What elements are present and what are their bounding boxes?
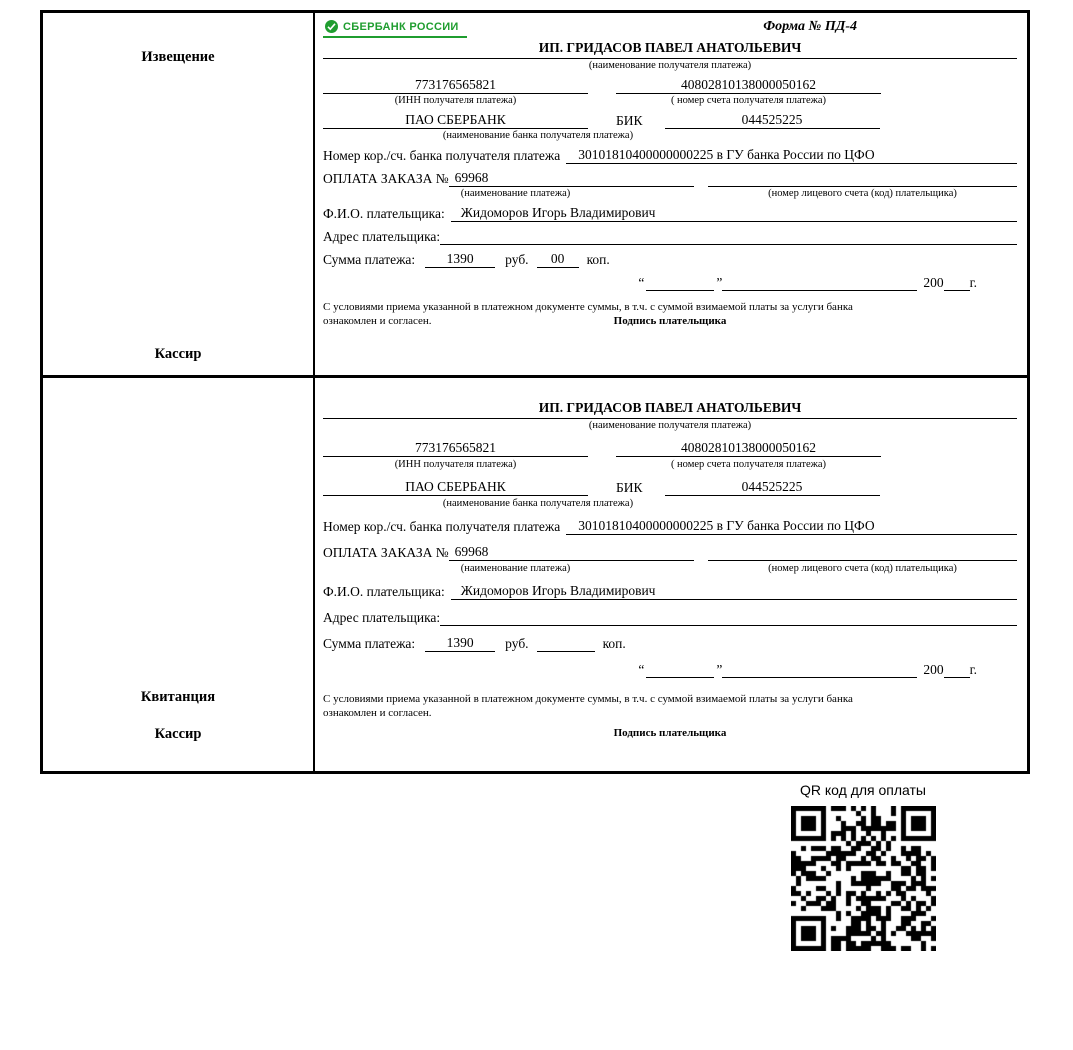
kop-label: коп. bbox=[586, 252, 610, 267]
sum-label: Сумма платежа: bbox=[323, 252, 416, 267]
sberbank-logo bbox=[323, 19, 467, 38]
year-blank bbox=[944, 274, 970, 291]
sum-row bbox=[323, 635, 1017, 652]
purpose-number: 69968 bbox=[449, 544, 694, 561]
quote-open: “ bbox=[638, 275, 645, 290]
year-prefix: 200 bbox=[923, 662, 944, 677]
payer-name-label: Ф.И.О. плательщика: bbox=[323, 584, 445, 599]
account-caption: ( номер счета получателя платежа) bbox=[670, 459, 827, 470]
corr-account: 30101810400000000225 в ГУ банка России по ЦФО bbox=[566, 518, 1017, 535]
bank-name: ПАО СБЕРБАНК bbox=[323, 479, 588, 496]
purpose-row bbox=[323, 170, 1017, 187]
sum-rub: 1390 bbox=[425, 635, 495, 652]
qr-label: QR код для оплаты bbox=[799, 782, 926, 798]
signature-label: Подпись плательщика bbox=[613, 726, 727, 739]
day-blank bbox=[646, 274, 714, 291]
purpose-captions bbox=[323, 188, 1017, 199]
payee-name: ИП. ГРИДАСОВ ПАВЕЛ АНАТОЛЬЕВИЧ bbox=[323, 40, 1017, 59]
sum-label: Сумма платежа: bbox=[323, 636, 416, 651]
purpose-label: ОПЛАТА ЗАКАЗА № bbox=[323, 171, 449, 186]
notice-section bbox=[43, 13, 1027, 375]
year-prefix: 200 bbox=[923, 275, 944, 290]
date-row bbox=[323, 274, 1017, 291]
receipt-left-column bbox=[43, 378, 315, 771]
corr-label: Номер кор./сч. банка получателя платежа bbox=[323, 148, 561, 163]
payer-name: Жидоморов Игорь Владимирович bbox=[451, 583, 1017, 600]
kop-label: коп. bbox=[602, 636, 626, 651]
personal-account-caption: (номер лицевого счета (код) плательщика) bbox=[768, 188, 957, 199]
notice-label: Извещение bbox=[141, 49, 215, 65]
personal-account-caption: (номер лицевого счета (код) плательщика) bbox=[768, 563, 957, 574]
payer-name: Жидоморов Игорь Владимирович bbox=[451, 205, 1017, 222]
bank-row bbox=[323, 112, 1017, 129]
sberbank-logo-icon bbox=[325, 20, 338, 33]
agreement-block bbox=[323, 692, 1017, 740]
bank-caption-row bbox=[323, 130, 1017, 141]
inn-account-row bbox=[323, 77, 1017, 94]
inn-caption: (ИНН получателя платежа) bbox=[394, 459, 517, 470]
account-caption: ( номер счета получателя платежа) bbox=[670, 95, 827, 106]
payee-caption: (наименование получателя платежа) bbox=[588, 420, 752, 431]
sberbank-logo-text: СБЕРБАНК РОССИИ bbox=[343, 20, 459, 33]
pd4-form bbox=[40, 10, 1030, 774]
purpose-number: 69968 bbox=[449, 170, 694, 187]
purpose-captions bbox=[323, 563, 1017, 574]
receipt-label: Квитанция bbox=[140, 689, 216, 705]
agreement-text: С условиями приема указанной в платежном документе суммы, в т.ч. с суммой взимаемой платы за услуги банка ознакомлен и согласен. bbox=[323, 693, 853, 720]
bank-caption-row bbox=[323, 498, 1017, 509]
day-blank bbox=[646, 661, 714, 678]
bik-label: БИК bbox=[616, 113, 643, 128]
payer-address-label: Адрес плательщика: bbox=[323, 610, 441, 625]
agreement-text: С условиями приема указанной в платежном документе суммы, в т.ч. с суммой взимаемой платы за услуги банка ознакомлен и согласен. bbox=[323, 301, 853, 328]
payment-caption: (наименование платежа) bbox=[460, 563, 571, 574]
payer-address-blank bbox=[440, 609, 1017, 626]
inn-caption: (ИНН получателя платежа) bbox=[394, 95, 517, 106]
qr-code bbox=[791, 806, 936, 951]
cashier-label: Кассир bbox=[154, 726, 202, 742]
payee-account: 40802810138000050162 bbox=[616, 77, 881, 94]
payer-address-label: Адрес плательщика: bbox=[323, 229, 441, 244]
notice-header-row bbox=[323, 19, 1017, 38]
agreement-block bbox=[323, 300, 1017, 329]
sum-kop: 00 bbox=[537, 251, 579, 268]
corr-label: Номер кор./сч. банка получателя платежа bbox=[323, 519, 561, 534]
corr-row bbox=[323, 518, 1017, 535]
bank-caption: (наименование банка получателя платежа) bbox=[442, 498, 634, 509]
receipt-body bbox=[315, 378, 1027, 771]
month-blank bbox=[722, 661, 917, 678]
payee-account: 40802810138000050162 bbox=[616, 440, 881, 457]
payee-inn: 773176565821 bbox=[323, 77, 588, 94]
bik-value: 044525225 bbox=[665, 112, 880, 129]
signature-label: Подпись плательщика bbox=[613, 315, 727, 328]
payer-address-row bbox=[323, 609, 1017, 626]
personal-account-blank bbox=[708, 170, 1017, 187]
payer-name-label: Ф.И.О. плательщика: bbox=[323, 206, 445, 221]
rub-label: руб. bbox=[505, 252, 529, 267]
date-row bbox=[323, 661, 1017, 678]
payer-address-row bbox=[323, 228, 1017, 245]
bank-caption: (наименование банка получателя платежа) bbox=[442, 130, 634, 141]
inn-account-row bbox=[323, 440, 1017, 457]
corr-row bbox=[323, 147, 1017, 164]
inn-account-captions bbox=[323, 95, 1017, 106]
payer-name-row bbox=[323, 205, 1017, 222]
month-blank bbox=[722, 274, 917, 291]
payee-caption: (наименование получателя платежа) bbox=[588, 60, 752, 71]
corr-account: 30101810400000000225 в ГУ банка России по ЦФО bbox=[566, 147, 1017, 164]
notice-body bbox=[315, 13, 1027, 375]
payer-address-blank bbox=[440, 228, 1017, 245]
quote-close: ” bbox=[716, 275, 723, 290]
rub-label: руб. bbox=[505, 636, 529, 651]
year-suffix: г. bbox=[969, 662, 977, 677]
payee-inn: 773176565821 bbox=[323, 440, 588, 457]
payment-caption: (наименование платежа) bbox=[460, 188, 571, 199]
personal-account-blank bbox=[708, 544, 1017, 561]
sum-kop bbox=[537, 635, 595, 652]
inn-account-captions bbox=[323, 459, 1017, 470]
bank-row bbox=[323, 479, 1017, 496]
payee-name: ИП. ГРИДАСОВ ПАВЕЛ АНАТОЛЬЕВИЧ bbox=[323, 400, 1017, 419]
quote-open: “ bbox=[638, 662, 645, 677]
payer-name-row bbox=[323, 583, 1017, 600]
sum-row bbox=[323, 251, 1017, 268]
year-suffix: г. bbox=[969, 275, 977, 290]
purpose-row bbox=[323, 544, 1017, 561]
bik-value: 044525225 bbox=[665, 479, 880, 496]
purpose-label: ОПЛАТА ЗАКАЗА № bbox=[323, 545, 449, 560]
qr-block bbox=[773, 782, 953, 951]
sum-rub: 1390 bbox=[425, 251, 495, 268]
bik-label: БИК bbox=[616, 480, 643, 495]
year-blank bbox=[944, 661, 970, 678]
receipt-section bbox=[43, 375, 1027, 771]
notice-left-column bbox=[43, 13, 315, 375]
quote-close: ” bbox=[716, 662, 723, 677]
cashier-label: Кассир bbox=[154, 346, 202, 362]
form-number: Форма № ПД-4 bbox=[763, 19, 857, 34]
bank-name: ПАО СБЕРБАНК bbox=[323, 112, 588, 129]
